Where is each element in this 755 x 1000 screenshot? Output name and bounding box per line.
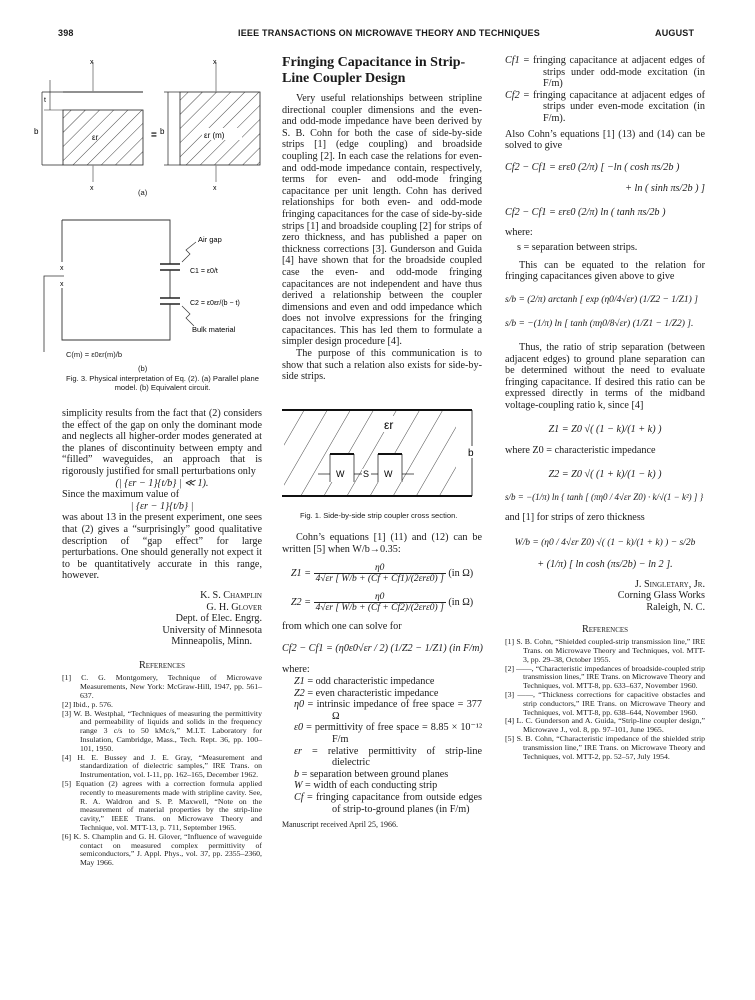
- definition-item: b = separation between ground planes: [294, 768, 449, 780]
- definition-item: ε0 = permittivity of free space = 8.85 × 10⁻¹² F/m: [294, 722, 482, 745]
- affiliation-line: Minneapolis, Minn.: [171, 636, 252, 648]
- paragraph: Very useful relationships between stripline directional coupler dimensions and the even- and odd-mode impedance have been derived by S. B. Cohn for both the case of side-by-side strips [1] (edge coupling) and broadside coupling [2]. In each case the relations for even- and odd-mode impedance contain, respectively, terms for even- and odd-mode fringing capacitance per unit length. Cohn has derived relationships for both even- and odd-mode fringing capacitances for the case of side-by-side strips [1] and broadside coupling [2] for strips of zero thickness, and has published a paper on thickness corrections [3]. Gunderson and Guida [4] have shown that for the broadside coupled case the even- and odd-mode fringing capacitances are not independent and have thus derived a relationship between the coupler dimensions and even and odd impedance which does not involve expressions for the fringing capacitances. This has led them to formulate a simpler design procedure [4].: [282, 93, 482, 348]
- article-title: Fringing Capacitance in Strip-Line Coupler Design: [282, 55, 466, 86]
- journal-title: IEEE TRANSACTIONS ON MICROWAVE THEORY AND TECHNIQUES: [238, 28, 540, 38]
- paragraph: Since the maximum value of: [62, 489, 180, 501]
- paragraph: The purpose of this communication is to show that such a relation also exists for side-by-side strips.: [282, 348, 482, 383]
- affiliation-line: Corning Glass Works: [617, 590, 705, 602]
- reference-item: [5] Equation (2) agrees with a correction formula applied recently to measurements made with stripline cavity. See, R. A. Waldron and S. P. Maxwell, “Note on the measurement of material properties by the strip-line cavity,” IEEE Trans. on Microwave Theory and Technique, vol. MTT-13, p. 711, September 1965.: [62, 779, 262, 833]
- middle-column-text: [282, 55, 482, 383]
- equation-a-line2: + ln ( sinh πs/2b ) ]: [625, 183, 705, 195]
- panel-b-label: (b): [138, 364, 148, 373]
- equation-d: s/b = −(1/π) ln [ tanh (πη0/8√εr) (1/Z1 − 1/Z2) ].: [505, 318, 694, 329]
- figure-1-caption: Fig. 1. Side-by-side strip coupler cross section.: [300, 511, 458, 520]
- definition-item: Cf = fringing capacitance from outside edges of strip-to-ground planes (in F/m): [294, 791, 483, 815]
- epsilon-r-label: εr: [384, 418, 394, 432]
- equation-f: Z2 = Z0 √( (1 + k)/(1 − k) ): [548, 468, 662, 480]
- definition-item: Z1 = odd characteristic impedance: [294, 675, 435, 687]
- references-list: [62, 674, 262, 868]
- reference-item: [2] Ibid., p. 576.: [62, 699, 113, 709]
- panel-a-label: (a): [138, 188, 148, 197]
- affiliation-line: University of Minnesota: [162, 624, 262, 636]
- reference-item: [6] K. S. Champlin and G. H. Glover, “Influence of waveguide contact on measured complex permittivity of semiconductors,” J. Appl. Phys., vol. 37, pp. 2355–2360, May 1966.: [62, 831, 262, 868]
- equation-cf: Cf2 − Cf1 = (η0ε0√εr / 2) (1/Z2 − 1/Z1) (in F/m): [282, 642, 483, 654]
- definition-item: εr = relative permittivity of strip-line dielectric: [294, 745, 482, 769]
- references-heading: References: [581, 623, 629, 635]
- equation: (| {εr − 1}{t/b} | ≪ 1).: [115, 477, 209, 489]
- x-mark: x: [60, 265, 64, 272]
- paragraph: and [1] for strips of zero thickness: [505, 512, 645, 524]
- definition-item: W = width of each conducting strip: [294, 780, 438, 792]
- equation-z1: Z1 = $\frac{\eta 0}{\text{4√εr [ W/b + (Cf + Cf1)/(2εrε0) ]}}$ (in Ω): [290, 563, 474, 585]
- author-name: G. H. Glover: [206, 601, 262, 613]
- equation-h-line2: + (1/π) [ ln cosh (πs/2b) − ln 2 ].: [537, 559, 673, 571]
- definition-item: Cf1 = fringing capacitance at adjacent edges of strips under odd-mode excitation (in F/m): [505, 55, 706, 90]
- reference-item: [3] W. B. Westphal, “Techniques of measuring the permittivity and permeability of liquids and solids in the frequency range 3 c/s to 50 kMc/s,” M.I.T. Laboratory for Insulation, Cambridge, Mass., Tech. Rept. 36, pp. 100–101, 1950.: [62, 708, 262, 753]
- epsilon-r-label: εr: [92, 133, 99, 142]
- reference-item: [1] S. B. Cohn, “Shielded coupled-strip transmission line,” IRE Trans. on Microwave Theory and Techniques, vol. MTT-3, pp. 29–38, October 1955.: [505, 637, 706, 664]
- c1-label: C1 = ε0/t: [190, 268, 218, 275]
- running-header: [0, 28, 755, 42]
- equals-sign: =: [151, 130, 157, 141]
- figure-3a: [30, 52, 270, 197]
- paragraph: This can be equated to the relation for fringing capacitances given above to give: [505, 259, 705, 283]
- x-mark: x: [90, 185, 94, 192]
- definition-item: η0 = intrinsic impedance of free space = 377 Ω: [294, 699, 482, 722]
- air-gap-label: Air gap: [198, 235, 222, 244]
- where-label: where:: [282, 664, 310, 676]
- dim-b-label: b: [160, 127, 165, 136]
- where-label: where:: [505, 226, 533, 238]
- figure-1: [282, 408, 492, 503]
- paragraph: from which one can solve for: [282, 621, 402, 633]
- dim-t-label: t: [44, 97, 46, 104]
- s-definition: s = separation between strips.: [517, 242, 638, 254]
- equation-b: Cf2 − Cf1 = εrε0 (2/π) ln ( tanh πs/2b ): [505, 206, 666, 218]
- paragraph: Cohn’s equations [1] (11) and (12) can be written [5] when W/b→0.35:: [282, 532, 482, 555]
- figure-3-caption: Fig. 3. Physical interpretation of Eq. (2). (a) Parallel plane model. (b) Equivalent circuit.: [66, 374, 259, 392]
- reference-item: [3] ——, “Thickness corrections for capacitive obstacles and strip conductors,” IRE Trans. on Microwave Theory and Techniques, vol. MTT-8, pp. 638–644, November 1960.: [505, 689, 705, 717]
- equivalent-circuit-diagram: [30, 212, 270, 352]
- reference-item: [4] L. C. Gunderson and A. Guida, “Strip-line coupler design,” Microwave J., vol. 8, pp. 97–101, June 1965.: [505, 716, 705, 735]
- affiliation-line: Dept. of Elec. Engrg.: [175, 613, 262, 625]
- bulk-material-label: Bulk material: [192, 325, 236, 334]
- equation-e: Z1 = Z0 √( (1 − k)/(1 + k) ): [548, 423, 662, 435]
- figure-3b: [30, 212, 270, 373]
- affiliation-line: Raleigh, N. C.: [646, 602, 705, 613]
- paragraph: simplicity results from the fact that (2) considers the effect of the gap on only the dominant mode and neglects all higher-order modes generated at the planes of discontinuity between empty and “filled” waveguides, an approach that is rigorously justified for small perturbations only: [62, 408, 262, 477]
- w-label: W: [384, 469, 393, 479]
- cm-label: C(m) = ε0εr(m)/b: [66, 350, 123, 359]
- x-mark: x: [60, 281, 64, 288]
- middle-column-lower: [282, 532, 482, 830]
- definition-item: Cf2 = fringing capacitance at adjacent edges of strips under even-mode excitation (in F/m).: [505, 89, 706, 124]
- x-mark: x: [213, 59, 217, 66]
- reference-item: [4] H. E. Bussey and J. E. Gray, “Measurement and standardization of dielectric samples,” IRE Trans. on Instrumentation, vol. I-11, pp. 162–165, December 1962.: [62, 752, 262, 780]
- manuscript-received-note: Manuscript received April 25, 1966.: [282, 820, 398, 830]
- dim-b-label: b: [34, 127, 39, 136]
- w-label: W: [336, 469, 345, 479]
- author-name: K. S. Champlin: [200, 589, 262, 601]
- x-mark: x: [213, 185, 217, 192]
- equation-h-line1: W/b = (η0 / 4√εr Z0) √( (1 − k)/(1 + k) ) − s/2b: [514, 537, 696, 548]
- equation: | {εr − 1}{t/b} |: [130, 500, 194, 512]
- equation-g: s/b = −(1/π) ln { tanh [ (πη0 / 4√εr Z0) · k/√(1 − k²) ] }: [505, 492, 704, 503]
- strip-coupler-cross-section-diagram: [282, 408, 492, 503]
- reference-item: [1] C. G. Montgomery, Technique of Microwave Measurements, New York: McGraw-Hill, 1947, pp. 561–637.: [62, 673, 262, 701]
- epsilon-r-m-label: εr (m): [204, 131, 225, 140]
- reference-item: [2] ——, “Characteristic impedances of broadside-coupled strip transmission lines,” IRE Trans. on Microwave Theory and Techniques, vol. MTT-8, pp. 633–637, November 1960.: [505, 663, 706, 691]
- s-label: S: [363, 469, 370, 479]
- paragraph: was about 13 in the present experiment, one sees that (2) gives a “surprisingly” good qualitative description of “gap effect” for large perturbations. One should generally not expect it to be quantitatively accurate in this range, however.: [62, 512, 262, 582]
- paragraph: Thus, the ratio of strip separation (between adjacent edges) to ground plane separation can be determined without the need to evaluate fringing capacitance. If desired this ratio can be expressed directly in terms of the midband voltage-coupling ratio k, since [4]: [505, 342, 705, 412]
- parallel-plane-model-diagram: [30, 52, 270, 197]
- x-mark: x: [90, 59, 94, 66]
- equation-c: s/b = (2/π) arctanh [ exp (η0/4√εr) (1/Z2 − 1/Z1) ]: [505, 294, 698, 305]
- author-name: J. Singletary, Jr.: [634, 578, 705, 590]
- paragraph: Also Cohn’s equations [1] (13) and (14) can be solved to give: [505, 128, 705, 152]
- b-label: b: [468, 448, 474, 459]
- right-column-text: [505, 55, 705, 761]
- references-heading: References: [138, 659, 186, 671]
- reference-item: [5] S. B. Cohn, “Characteristic impedance of the shielded strip transmission line,” IRE Trans. on Microwave Theory and Techniques, vol. MTT-2, pp. 52–57, July 1954.: [505, 733, 706, 761]
- left-column-text: [62, 408, 262, 868]
- page-number: 398: [58, 28, 74, 38]
- definition-item: Z2 = even characteristic impedance: [294, 687, 439, 699]
- symbol-definitions: [282, 676, 482, 815]
- c2-label: C2 = ε0εr/(b − t): [190, 300, 240, 307]
- references-list: [505, 638, 705, 761]
- issue-month: AUGUST: [655, 28, 695, 38]
- paragraph: where Z0 = characteristic impedance: [505, 445, 656, 457]
- equation-z2: Z2 = $\frac{\eta 0}{\text{4√εr [ W/b + (Cf + Cf2)/(2εrε0) ]}}$ (in Ω): [290, 592, 474, 614]
- symbol-definitions: [505, 55, 705, 125]
- equation-a-line1: Cf2 − Cf1 = εrε0 (2/π) [ −ln ( cosh πs/2b ): [505, 161, 680, 173]
